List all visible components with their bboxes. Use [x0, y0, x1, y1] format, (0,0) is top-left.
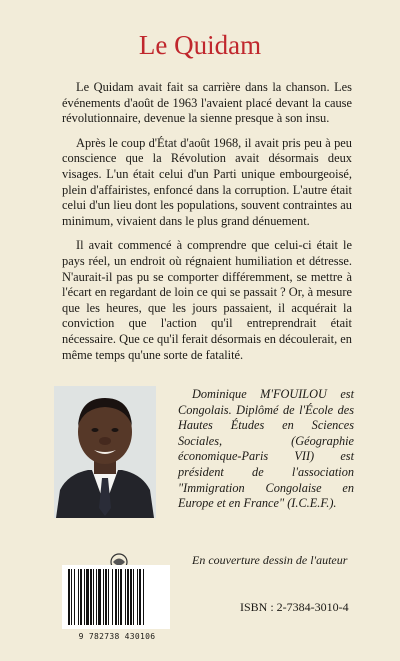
summary-paragraph: Le Quidam avait fait sa carrière dans la chanson. Les événements d'août de 1963 l'avaient placé devant la cause révolutionnaire, devenue la sienne presque à son insu. — [62, 80, 352, 126]
summary-paragraph: Après le coup d'État d'août 1968, il avait pris peu à peu conscience que la Révolution avait désormais deux visages. L'un était celui d'un Parti unique embourgeoisé, plein d'affairistes, enfoncé dans la corruption. L'autre était celui d'un lieu dont les populations, souvent contraintes au minimum, vivaient dans le plus grand dénuement. — [62, 135, 352, 228]
book-summary — [62, 80, 352, 372]
author-photo — [54, 386, 156, 518]
summary-paragraph: Il avait commencé à comprendre que celui-ci était le pays réel, un endroit où régnaient humiliation et détresse. N'aurait-il pas pu se comporter différemment, se mettre à l'écart en regardant de loin ce qui se passait ? Or, à mesure que les heures, que les jours passaient, il acquérait la conviction que l'action qu'il entreprendrait était nécessaire. Que ce qu'il ferait désormais en découlerait, en même temps qu'une sorte de fatalité. — [62, 238, 352, 362]
cover-credit: En couverture dessin de l'auteur — [192, 553, 348, 567]
barcode-number: 9 782738 430106 — [78, 632, 156, 641]
barcode — [62, 565, 170, 629]
author-portrait-illustration — [54, 386, 156, 518]
bio-text: Dominique M'FOUILOU est Congolais. Diplômé de l'École des Hautes Études en Sciences Sociales, (Géographie économique-Paris VII) est président de l'association "Immigration Congolaise en Europe et en France" (I.C.E.F.). — [178, 387, 354, 511]
barcode-icon — [62, 565, 170, 629]
author-biography — [178, 387, 354, 512]
book-title: Le Quidam — [138, 30, 262, 60]
isbn: ISBN : 2-7384-3010-4 — [240, 600, 349, 614]
